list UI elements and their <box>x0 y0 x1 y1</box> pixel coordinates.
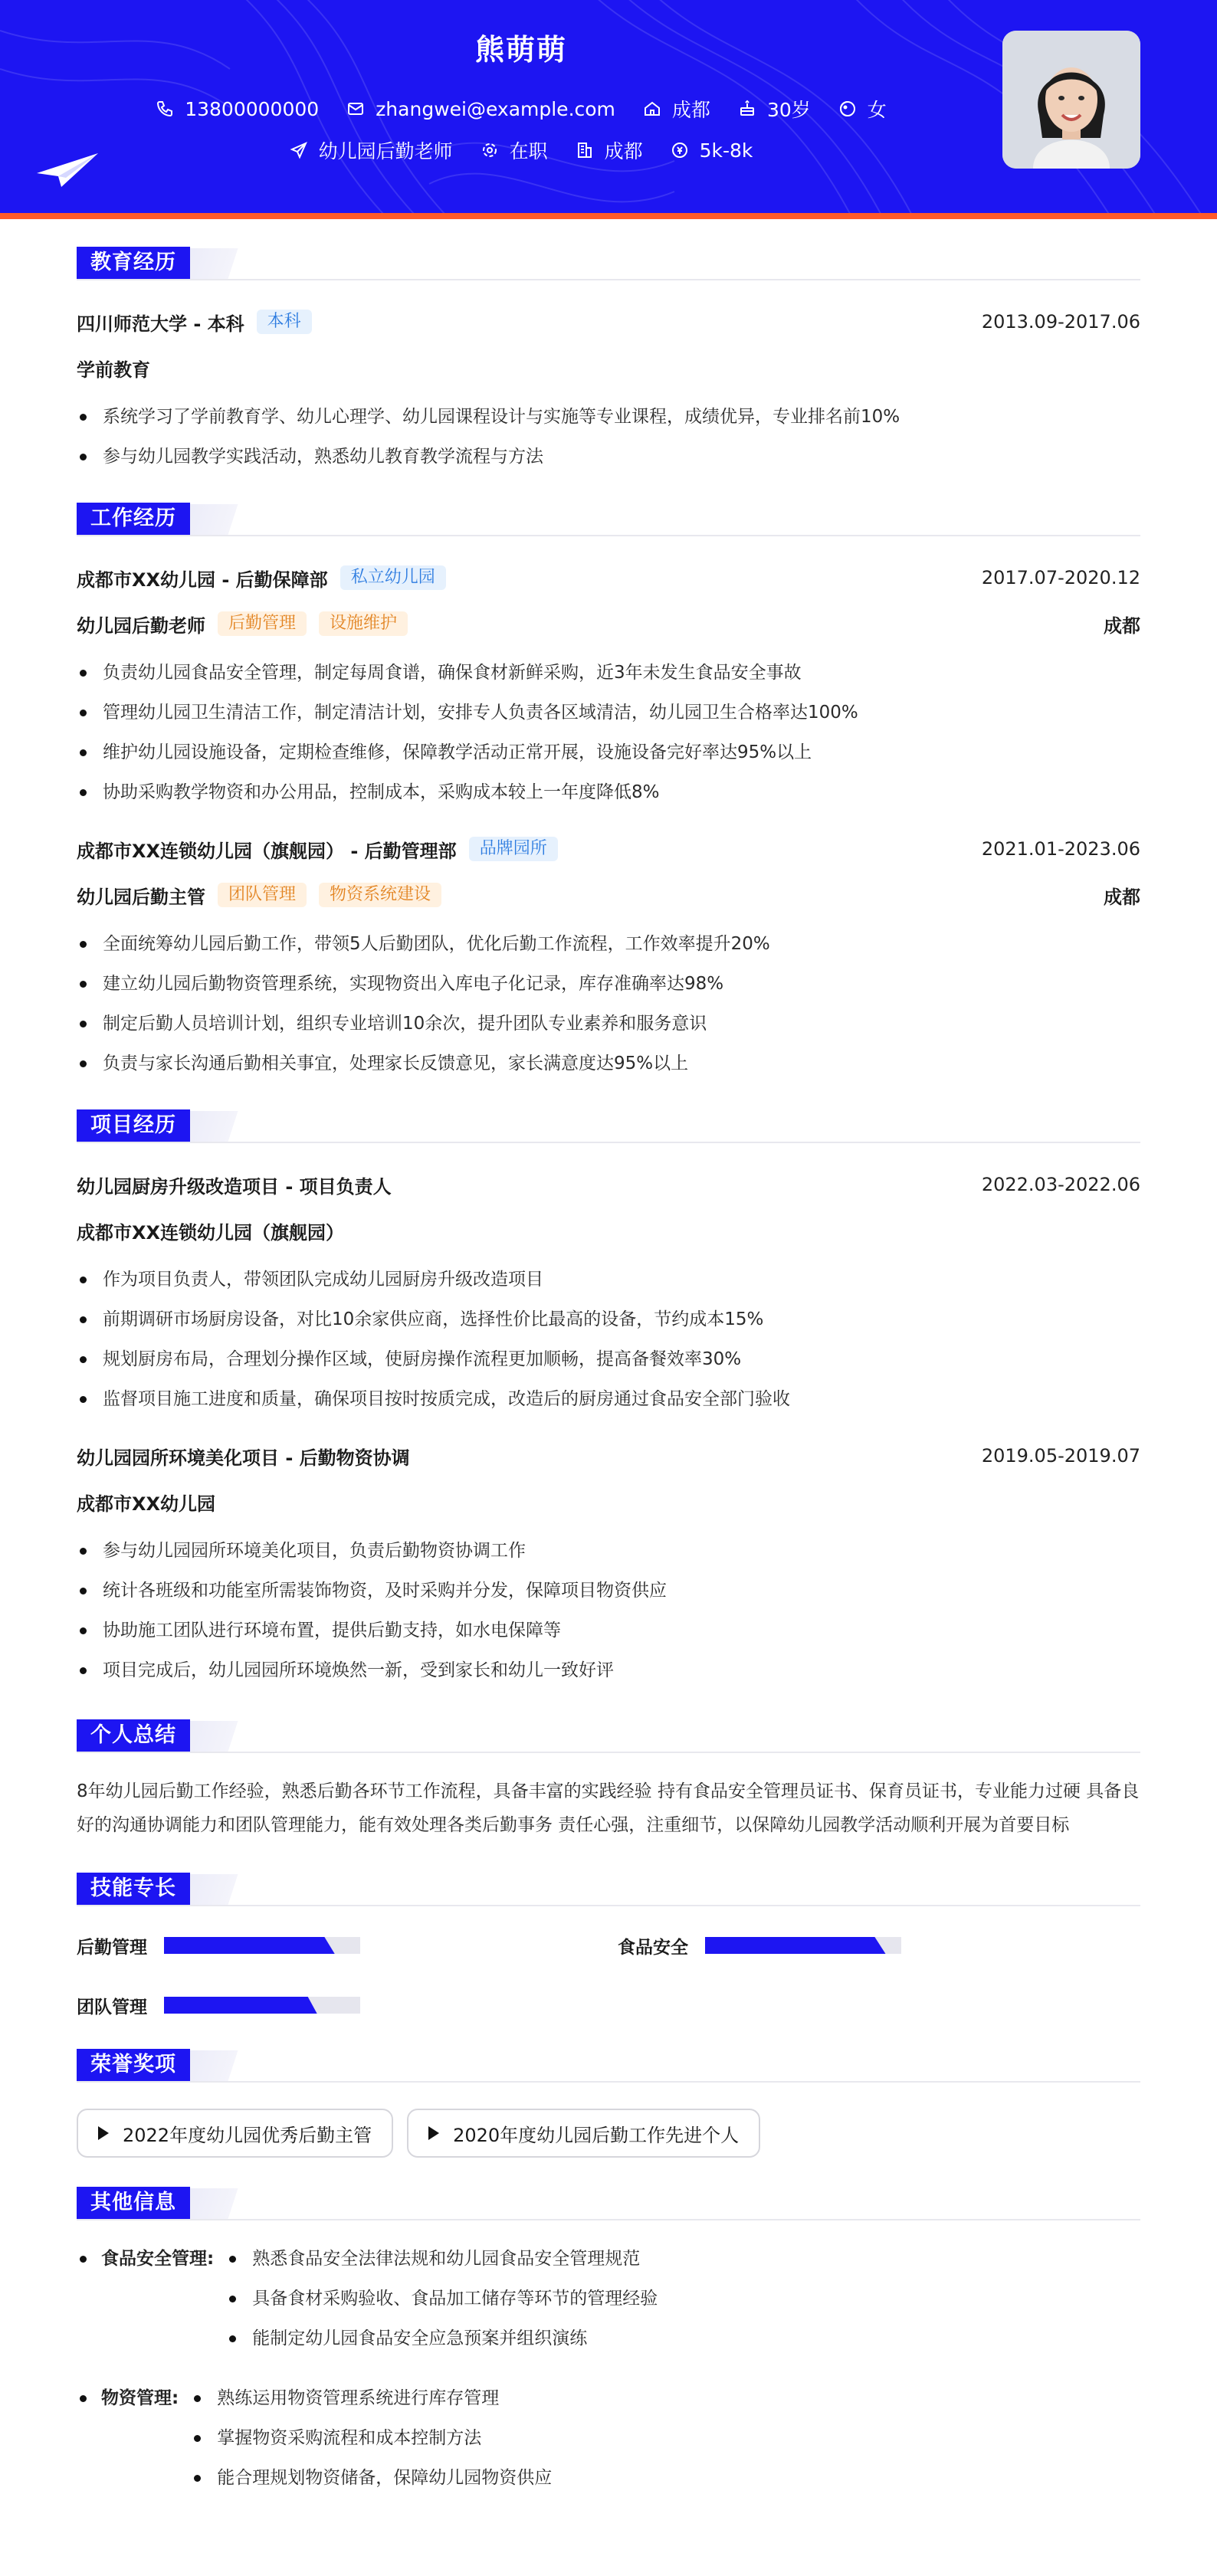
org-tag: 品牌园所 <box>469 837 558 861</box>
skills-title: 技能专长 <box>77 1873 190 1905</box>
target-city-text: 成都 <box>604 140 643 162</box>
award-chip <box>77 2109 393 2158</box>
awards-title: 荣誉奖项 <box>77 2049 190 2081</box>
list-item: 项目完成后，幼儿园园所环境焕然一新，受到家长和幼儿一致好评 <box>77 1650 1140 1690</box>
list-item: 维护幼儿园设施设备，定期检查维修，保障教学活动正常开展，设施设备完好率达95%以上 <box>77 732 1140 772</box>
work-role-row <box>77 608 1140 639</box>
list-item: 协助采购教学物资和办公用品，控制成本，采购成本较上一年度降低8% <box>77 772 1140 812</box>
section-heading <box>77 503 1140 536</box>
email-info <box>346 98 615 120</box>
other-title: 其他信息 <box>77 2187 190 2219</box>
skill-bar-fill <box>164 1937 335 1954</box>
skill-item <box>77 1992 618 2018</box>
education-section <box>77 247 1140 477</box>
list-item: 协助施工团队进行环境布置，提供后勤支持，如水电保障等 <box>77 1611 1140 1650</box>
job-title-info <box>290 136 453 164</box>
list-item: 系统学习了学前教育学、幼儿心理学、幼儿园课程设计与实施等专业课程，成绩优异，专业排名前10% <box>77 397 1140 437</box>
target-city-info <box>576 136 643 164</box>
list-item: 统计各班级和功能室所需装饰物资，及时采购并分发，保障项目物资供应 <box>77 1571 1140 1611</box>
gender-text: 女 <box>867 99 887 121</box>
status-info <box>481 136 548 164</box>
project-bullets <box>77 1260 1140 1419</box>
project-org: 成都市XX连锁幼儿园（旗舰园） <box>77 1221 345 1244</box>
avatar-portrait <box>1002 31 1140 169</box>
org-tag: 私立幼儿园 <box>340 565 446 590</box>
list-item: 建立幼儿园后勤物资管理系统，实现物资出入库电子化记录，库存准确率达98% <box>77 964 1140 1004</box>
other-bullets <box>226 2239 658 2358</box>
work-entry-head <box>77 834 1140 864</box>
list-item: 参与幼儿园教学实践活动，熟悉幼儿教育教学流程与方法 <box>77 437 1140 477</box>
list-item: 具备食材采购验收、食品加工储存等环节的管理经验 <box>226 2279 658 2319</box>
project-entry <box>77 1440 1140 1690</box>
work-entry <box>77 562 1140 812</box>
section-heading <box>77 2049 1140 2083</box>
degree-tag: 本科 <box>257 310 312 334</box>
mail-icon <box>346 100 365 118</box>
work-bullets <box>77 653 1140 812</box>
skill-bar <box>164 1937 360 1954</box>
work-bullets <box>77 924 1140 1083</box>
resume-body <box>77 247 1140 2498</box>
skill-tag: 后勤管理 <box>218 611 307 636</box>
skill-tag: 设施维护 <box>319 611 408 636</box>
education-bullets <box>77 397 1140 477</box>
list-item: 能制定幼儿园食品安全应急预案并组织演练 <box>226 2319 658 2358</box>
project-org: 成都市XX幼儿园 <box>77 1493 216 1515</box>
job-title-text: 幼儿园后勤老师 <box>318 140 453 162</box>
awards-section <box>77 2049 1140 2158</box>
work-entry <box>77 834 1140 1083</box>
project-org-row <box>77 1215 1140 1246</box>
play-icon <box>98 2126 109 2140</box>
work-title: 工作经历 <box>77 503 190 535</box>
skill-name: 团队管理 <box>77 1997 147 2017</box>
work-org: 成都市XX幼儿园 - 后勤保障部 <box>77 569 328 591</box>
building-icon <box>576 141 594 159</box>
list-item: 参与幼儿园园所环境美化项目，负责后勤物资协调工作 <box>77 1531 1140 1571</box>
project-name: 幼儿园厨房升级改造项目 - 项目负责人 <box>77 1175 392 1198</box>
summary-section <box>77 1719 1140 1842</box>
education-entry-head <box>77 306 1140 337</box>
other-group <box>77 2378 1140 2498</box>
project-entry-head <box>77 1440 1140 1471</box>
phone-info <box>156 98 319 120</box>
status-text: 在职 <box>509 140 548 162</box>
work-org: 成都市XX连锁幼儿园（旗舰园） - 后勤管理部 <box>77 840 457 862</box>
skill-tag: 团队管理 <box>218 883 307 907</box>
other-group-name: 物资管理: <box>101 2388 179 2408</box>
award-label: 2022年度幼儿园优秀后勤主管 <box>123 2124 372 2146</box>
projects-section <box>77 1109 1140 1690</box>
home-icon <box>643 100 661 118</box>
work-city: 成都 <box>1104 886 1140 908</box>
work-role: 幼儿园后勤老师 <box>77 615 205 637</box>
skills-grid <box>77 1932 1140 2018</box>
coin-icon <box>671 141 689 159</box>
cake-icon <box>738 100 756 118</box>
phone-text: 13800000000 <box>185 97 320 120</box>
major-row <box>77 352 1140 383</box>
salary-info <box>671 139 753 162</box>
skill-bar <box>164 1997 360 2014</box>
work-entry-head <box>77 562 1140 593</box>
work-role-row <box>77 880 1140 910</box>
work-city: 成都 <box>1104 615 1140 637</box>
other-bullets <box>191 2378 552 2498</box>
candidate-name: 熊萌萌 <box>474 33 567 67</box>
list-item: 能合理规划物资储备，保障幼儿园物资供应 <box>191 2458 552 2498</box>
gender-info <box>838 95 887 123</box>
list-item: 前期调研市场厨房设备，对比10余家供应商，选择性价比最高的设备，节约成本15% <box>77 1299 1140 1339</box>
list-item: 监督项目施工进度和质量，确保项目按时按质完成，改造后的厨房通过食品安全部门验收 <box>77 1379 1140 1419</box>
list-item: 作为项目负责人，带领团队完成幼儿园厨房升级改造项目 <box>77 1260 1140 1299</box>
list-item: 熟练运用物资管理系统进行库存管理 <box>191 2378 552 2418</box>
other-group-name: 食品安全管理: <box>101 2249 215 2269</box>
list-item: 熟悉食品安全法律法规和幼儿园食品安全管理规范 <box>226 2239 658 2279</box>
avatar <box>1002 31 1140 169</box>
project-entry-head <box>77 1169 1140 1200</box>
resume-header <box>0 0 1217 215</box>
list-item: 管理幼儿园卫生清洁工作，制定清洁计划，安排专人负责各区域清洁，幼儿园卫生合格率达100% <box>77 693 1140 732</box>
list-item: 负责与家长沟通后勤相关事宜，处理家长反馈意见，家长满意度达95%以上 <box>77 1044 1140 1083</box>
project-date: 2019.05-2019.07 <box>981 1445 1140 1467</box>
skill-item <box>618 1932 1001 1958</box>
major-name: 学前教育 <box>77 359 150 381</box>
project-name: 幼儿园园所环境美化项目 - 后勤物资协调 <box>77 1447 410 1469</box>
skill-bar <box>705 1937 901 1954</box>
list-item: 掌握物资采购流程和成本控制方法 <box>191 2418 552 2458</box>
summary-text: 8年幼儿园后勤工作经验，熟悉后勤各环节工作流程，具备丰富的实践经验 持有食品安全管理员证书、保育员证书，专业能力过硬 具备良好的沟通协调能力和团队管理能力，能有效处理各类后勤事务 责任心强，注重细节，以保障幼儿园教学活动顺利开展为首要目标 <box>77 1781 1140 1835</box>
awards-list <box>77 2109 1140 2158</box>
education-date: 2013.09-2017.06 <box>981 311 1140 333</box>
award-chip <box>407 2109 760 2158</box>
education-title: 教育经历 <box>77 247 190 279</box>
city-info <box>643 95 710 123</box>
section-heading <box>77 2187 1140 2220</box>
paper-plane-icon <box>35 150 100 190</box>
skills-section <box>77 1873 1140 2018</box>
school-name: 四川师范大学 - 本科 <box>77 313 244 335</box>
section-heading <box>77 1873 1140 1906</box>
send-icon <box>290 141 308 159</box>
work-section <box>77 503 1140 1083</box>
other-group <box>77 2239 1140 2358</box>
list-item: 制定后勤人员培训计划，组织专业培训10余次，提升团队专业素养和服务意识 <box>77 1004 1140 1044</box>
summary-title: 个人总结 <box>77 1719 190 1752</box>
age-text: 30岁 <box>766 99 811 121</box>
other-section <box>77 2187 1140 2498</box>
work-date: 2017.07-2020.12 <box>981 567 1140 588</box>
projects-title: 项目经历 <box>77 1109 190 1142</box>
award-label: 2020年度幼儿园后勤工作先进个人 <box>453 2124 740 2146</box>
phone-icon <box>156 100 174 118</box>
section-heading <box>77 1109 1140 1143</box>
project-entry <box>77 1169 1140 1419</box>
skill-bar-fill <box>705 1937 886 1954</box>
header-accent-stripe <box>0 213 1217 219</box>
project-date: 2022.03-2022.06 <box>981 1174 1140 1195</box>
gender-icon <box>838 100 857 118</box>
email-text: zhangwei@example.com <box>376 97 615 120</box>
section-heading <box>77 247 1140 280</box>
job-row <box>0 136 1042 164</box>
list-item: 全面统筹幼儿园后勤工作，带领5人后勤团队，优化后勤工作流程，工作效率提升20% <box>77 924 1140 964</box>
age-info <box>738 95 811 123</box>
list-item: 负责幼儿园食品安全管理，制定每周食谱，确保食材新鲜采购，近3年未发生食品安全事故 <box>77 653 1140 693</box>
project-bullets <box>77 1531 1140 1690</box>
skill-tag: 物资系统建设 <box>319 883 441 907</box>
work-date: 2021.01-2023.06 <box>981 838 1140 860</box>
skill-item <box>77 1932 618 1958</box>
play-icon <box>428 2126 439 2140</box>
contact-row <box>0 95 1042 123</box>
status-icon <box>481 141 499 159</box>
skill-name: 食品安全 <box>618 1937 688 1958</box>
list-item: 规划厨房布局，合理划分操作区域，使厨房操作流程更加顺畅，提高备餐效率30% <box>77 1339 1140 1379</box>
work-role: 幼儿园后勤主管 <box>77 886 205 908</box>
section-heading <box>77 1719 1140 1753</box>
salary-text: 5k-8k <box>699 139 753 162</box>
skill-bar-fill <box>164 1997 317 2014</box>
skill-name: 后勤管理 <box>77 1937 147 1958</box>
project-org-row <box>77 1486 1140 1517</box>
city-text: 成都 <box>671 99 710 121</box>
